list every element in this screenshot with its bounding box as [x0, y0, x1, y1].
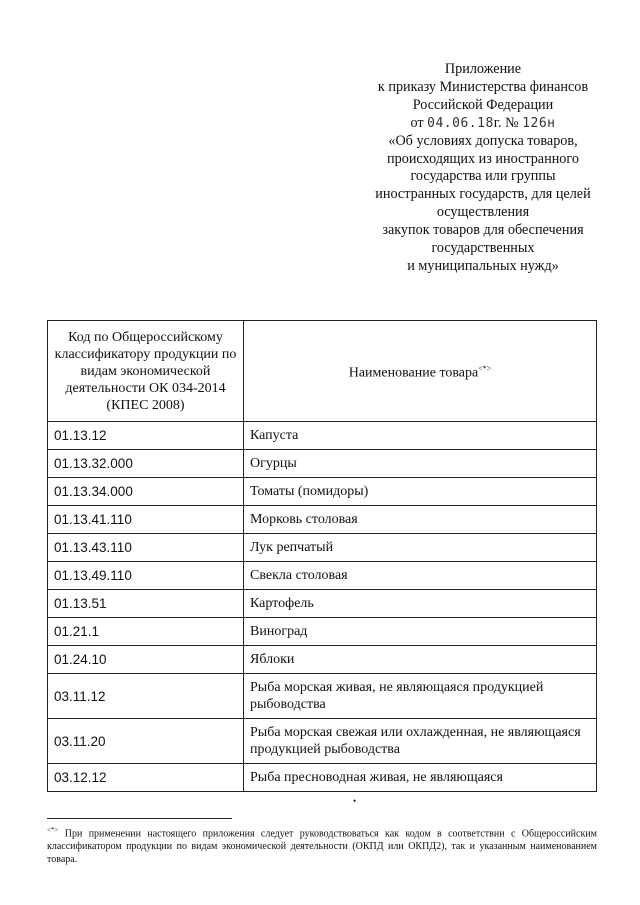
- header-line: «Об условиях допуска товаров,: [388, 132, 578, 149]
- row-code: 01.24.10: [48, 646, 244, 674]
- table-row: [48, 618, 597, 646]
- row-name: Свекла столовая: [244, 562, 597, 590]
- appendix-header: [352, 61, 614, 276]
- footnote-divider: [47, 818, 232, 819]
- row-code: 01.21.1: [48, 618, 244, 646]
- header-line: иностранных государств, для целей: [375, 186, 591, 203]
- row-code: 01.13.12: [48, 422, 244, 450]
- page-mark: •: [353, 796, 357, 806]
- row-code: 01.13.32.000: [48, 450, 244, 478]
- row-name: Картофель: [244, 590, 597, 618]
- header-line: к приказу Министерства финансов: [377, 78, 589, 95]
- row-code: 03.11.12: [48, 674, 244, 719]
- row-code: 01.13.51: [48, 590, 244, 618]
- header-line: и муниципальных нужд»: [407, 257, 559, 274]
- table-row: [48, 646, 597, 674]
- footnote-mark: <*>: [47, 826, 59, 834]
- row-code: 01.13.41.110: [48, 506, 244, 534]
- table-row: [48, 674, 597, 719]
- table-row: [48, 534, 597, 562]
- row-name: Рыба морская живая, не являющаяся продукцией рыбоводства: [244, 674, 597, 719]
- row-code: 03.11.20: [48, 719, 244, 764]
- order-date-line: [352, 115, 614, 133]
- column-header-name: [244, 321, 597, 422]
- row-name: Томаты (помидоры): [244, 478, 597, 506]
- row-name: Капуста: [244, 422, 597, 450]
- row-name: Огурцы: [244, 450, 597, 478]
- table-row: [48, 450, 597, 478]
- row-name: Виноград: [244, 618, 597, 646]
- row-code: 01.13.34.000: [48, 478, 244, 506]
- header-line: Приложение: [444, 61, 522, 77]
- table-row: [48, 719, 597, 764]
- order-number: 126н: [522, 115, 556, 131]
- row-code: 01.13.43.110: [48, 534, 244, 562]
- row-code: 03.12.12: [48, 764, 244, 792]
- row-name: Рыба пресноводная живая, не являющаяся: [244, 764, 597, 792]
- table-row: [48, 562, 597, 590]
- header-line: государства или группы: [410, 168, 556, 185]
- table-row: [48, 422, 597, 450]
- footnote: [47, 824, 597, 866]
- footnote-text: При применении настоящего приложения следует руководствоваться как кодом в соответствии с Общероссийским классификатором продукции по видам экономической деятельности (ОКПД или ОКПД2), так и указанным наименованием товара.: [47, 828, 597, 866]
- header-line: осуществления: [436, 204, 530, 221]
- order-date: 04.06.18: [427, 115, 494, 131]
- table-row: [48, 764, 597, 792]
- header-line: государственных: [431, 240, 535, 257]
- row-name: Лук репчатый: [244, 534, 597, 562]
- header-line: происходящих из иностранного: [387, 150, 579, 167]
- header-line: закупок товаров для обеспечения: [382, 222, 584, 239]
- row-name: Яблоки: [244, 646, 597, 674]
- table-row: [48, 478, 597, 506]
- column-header-code: Код по Общероссийскому классификатору продукции по видам экономической деятельности ОК 034-2014 (КПЕС 2008): [48, 321, 244, 422]
- table-row: [48, 590, 597, 618]
- footnote-ref: <*>: [478, 364, 492, 374]
- row-code: 01.13.49.110: [48, 562, 244, 590]
- row-name: Морковь столовая: [244, 506, 597, 534]
- table-row: [48, 506, 597, 534]
- header-line: Российской Федерации: [412, 96, 554, 113]
- date-suffix: г. №: [493, 114, 519, 131]
- column-header-name-text: Наименование товара: [348, 365, 479, 381]
- goods-table: [47, 320, 597, 792]
- date-prefix: от: [410, 114, 424, 131]
- table-header-row: [48, 321, 597, 422]
- row-name: Рыба морская свежая или охлажденная, не являющаяся продукцией рыбоводства: [244, 719, 597, 764]
